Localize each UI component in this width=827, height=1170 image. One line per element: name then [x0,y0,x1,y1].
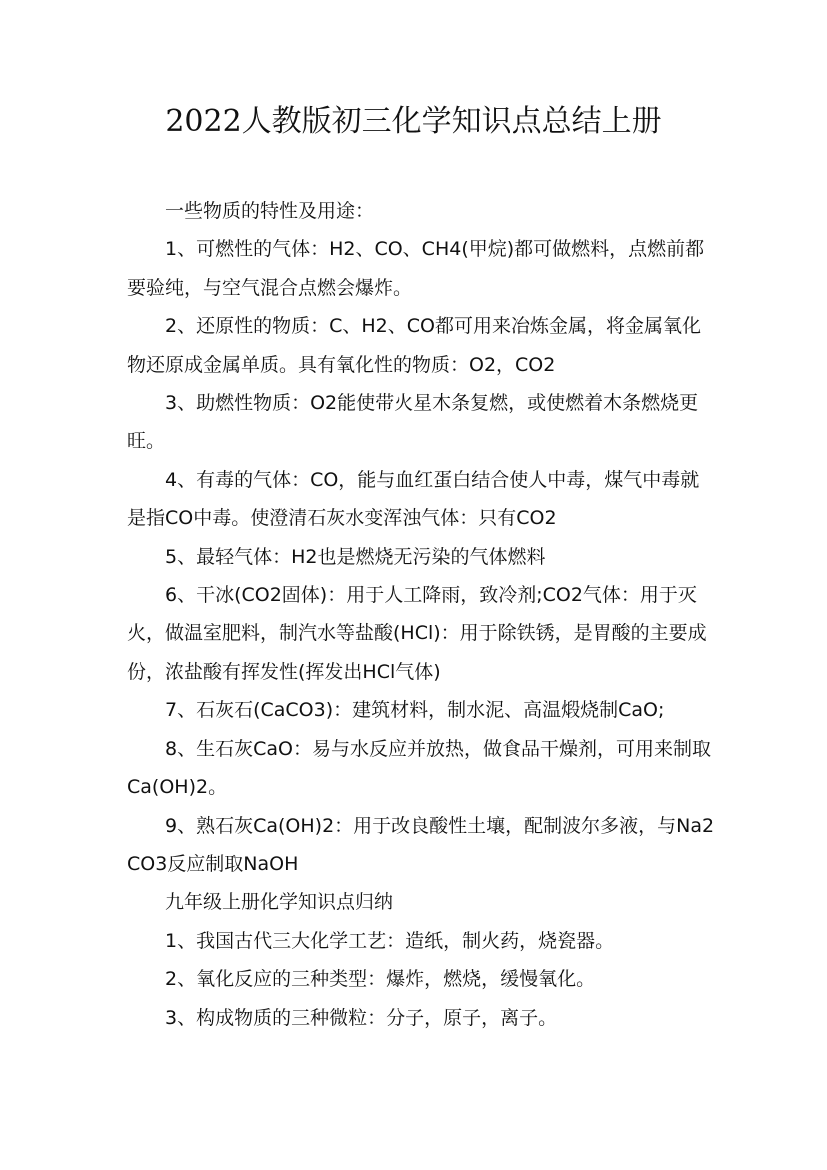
paragraph-reducing-substance: 2、还原性的物质：C、H2、CO都可用来冶炼金属，将金属氧化物还原成金属单质。具有氧化性的物质：O2，CO2 [127,315,701,376]
paragraph-quicklime: 8、生石灰CaO：易与水反应并放热，做食品干燥剂，可用来制取Ca(OH)2。 [127,737,711,799]
paragraph-toxic-gas: 4、有毒的气体：CO，能与血红蛋白结合使人中毒，煤气中毒就是指CO中毒。使澄清石灰水变浑浊气体：只有CO2 [127,468,700,530]
document-body [127,192,717,1037]
paragraph-ancient-crafts: 1、我国古代三大化学工艺：造纸，制火药，烧瓷器。 [165,929,615,952]
paragraph-limestone: 7、石灰石(CaCO3)：建筑材料，制水泥、高温煅烧制CaO; [165,699,665,722]
paragraph-intro: 一些物质的特性及用途： [165,200,375,222]
paragraph-dry-ice: 6、干冰(CO2固体)：用于人工降雨，致冷剂;CO2气体：用于灭火，做温室肥料，制汽水等盐酸(HCl)：用于除铁锈，是胃酸的主要成份，浓盐酸有挥发性(挥发出HCl气体) [127,584,707,683]
paragraph-oxidation-types: 2、氧化反应的三种类型：爆炸，燃烧，缓慢氧化。 [165,968,596,991]
paragraph-slaked-lime: 9、熟石灰Ca(OH)2：用于改良酸性土壤，配制波尔多液，与Na2CO3反应制取NaOH [127,814,715,875]
paragraph-lightest-gas: 5、最轻气体：H2也是燃烧无污染的气体燃料 [165,545,546,568]
paragraph-combustible-gas: 1、可燃性的气体：H2、CO、CH4(甲烷)都可做燃料，点燃前都要验纯，与空气混合点燃会爆炸。 [127,238,705,299]
document-title: 2022人教版初三化学知识点总结上册 [165,104,662,139]
section-heading: 九年级上册化学知识点归纳 [165,891,394,914]
paragraph-combustion-supporting: 3、助燃性物质：O2能使带火星木条复燃，或使燃着木条燃烧更旺。 [127,392,699,453]
paragraph-particles: 3、构成物质的三种微粒：分子，原子，离子。 [165,1006,558,1029]
